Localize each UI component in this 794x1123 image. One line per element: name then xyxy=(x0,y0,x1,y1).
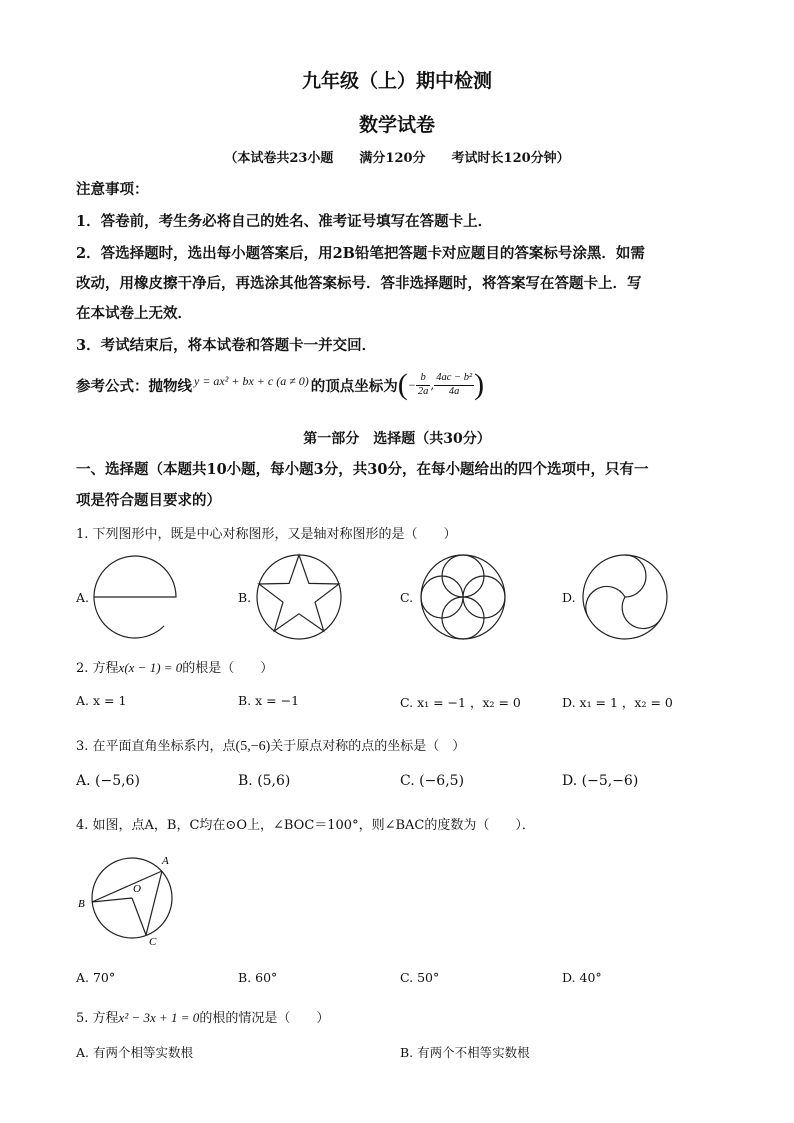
q5-stem-prefix: 5. 方程 xyxy=(76,1011,119,1026)
exam-title: 九年级（上）期中检测 xyxy=(301,70,492,92)
q4-label-c: C xyxy=(149,936,157,948)
formula-open-paren: ( xyxy=(397,368,408,401)
formula-fraction-2 xyxy=(434,372,474,397)
q5-stem-suffix: 的根的情况是（ ） xyxy=(199,1011,330,1026)
exam-subtitle: 数学试卷 xyxy=(358,114,435,136)
q4-stem: 4. 如图，点A，B，C均在⊙O上，∠BOC＝100°，则∠BAC的度数为（ ）． xyxy=(76,818,535,833)
q4-option-d: D. 40° xyxy=(562,970,602,985)
fraction-2-numerator: 4ac − b² xyxy=(434,372,474,385)
notes-item-2-line-2: 改动，用橡皮擦干净后，再选涂其他答案标号．答非选择题时，将答案写在答题卡上．写 xyxy=(76,275,642,292)
q4-option-a: A. 70° xyxy=(76,970,116,985)
q2-option-b: B. x = −1 xyxy=(238,693,300,708)
q3-stem-prefix: 3. 在平面直角坐标系内，点 xyxy=(76,739,236,754)
q5-stem xyxy=(76,1007,329,1026)
q3-stem-suffix: 关于原点对称的点的坐标是（ ） xyxy=(270,739,466,754)
q4-label-b: B xyxy=(78,898,85,910)
q2-stem-prefix: 2. 方程 xyxy=(76,661,119,676)
fraction-1-numerator: b xyxy=(416,372,431,385)
q5-option-a: A. 有两个相等实数根 xyxy=(76,1045,193,1060)
q4-label-o: O xyxy=(133,883,141,895)
formula-comma: , xyxy=(430,378,435,392)
q3-option-c: C. (−6,5) xyxy=(400,773,465,789)
formula-equation: y = ax² + bx + c (a ≠ 0) xyxy=(194,373,309,388)
q2-option-d: D. x₁ = 1 ，x₂ = 0 xyxy=(562,695,673,710)
q1-stem: 1. 下列图形中，既是中心对称图形，又是轴对称图形的是（ ） xyxy=(76,527,457,542)
q4-option-c: C. 50° xyxy=(400,970,440,985)
q3-stem xyxy=(76,735,465,755)
formula-close-paren: ) xyxy=(474,368,485,401)
formula-minus: − xyxy=(407,377,416,392)
section-heading-line-1: 一、选择题（本题共10小题，每小题3分，共30分，在每小题给出的四个选项中，只有一 xyxy=(76,461,649,478)
q3-option-a: A. (−5,6) xyxy=(76,773,140,789)
q5-option-b: B. 有两个不相等实数根 xyxy=(400,1045,530,1060)
q4-option-b: B. 60° xyxy=(238,970,278,985)
fraction-1-denominator: 2a xyxy=(417,385,429,397)
q1-figure-c-petals-in-circle xyxy=(418,553,508,641)
exam-info: （本试卷共23小题 满分120分 考试时长120分钟） xyxy=(224,151,570,166)
q1-figure-d-swirl-in-circle xyxy=(580,553,670,641)
notes-item-3: 3．考试结束后，将本试卷和答题卡一并交回． xyxy=(76,337,377,354)
q3-option-b: B. (5,6) xyxy=(238,773,291,789)
notes-item-2-line-1: 2．答选择题时，选出每小题答案后，用2B铅笔把答题卡对应题目的答案标号涂黑．如需 xyxy=(76,245,645,262)
fraction-2-denominator: 4a xyxy=(448,385,460,397)
q5-equation: x² − 3x + 1 = 0 xyxy=(118,1010,200,1025)
formula-fraction-1 xyxy=(416,372,431,397)
notes-item-1: 1．答卷前，考生务必将自己的姓名、准考证号填写在答题卡上． xyxy=(76,213,493,230)
notes-heading: 注意事项： xyxy=(76,181,149,198)
q3-option-d: D. (−5,−6) xyxy=(562,773,639,789)
part1-title: 第一部分 选择题（共30分） xyxy=(303,431,491,447)
section-heading-line-2: 项是符合题目要求的） xyxy=(76,492,221,509)
q4-label-a: A xyxy=(162,855,169,867)
q1-figure-b-star-in-circle xyxy=(254,553,344,641)
q2-stem-suffix: 的根是（ ） xyxy=(182,661,274,676)
formula-middle: 的顶点坐标为 xyxy=(310,377,398,395)
q1-label-b: B. xyxy=(238,590,252,605)
q2-option-a: A. x = 1 xyxy=(76,693,127,708)
q2-stem xyxy=(76,657,273,676)
q1-label-a: A. xyxy=(76,590,90,605)
q4-circle-figure xyxy=(74,850,184,950)
q2-option-c: C. x₁ = −1 ，x₂ = 0 xyxy=(400,695,521,710)
notes-item-2-line-3: 在本试卷上无效． xyxy=(76,305,192,322)
formula-prefix: 参考公式：抛物线 xyxy=(76,377,192,395)
q2-equation: x(x − 1) = 0 xyxy=(118,660,183,675)
q3-point: (5,−6) xyxy=(235,739,271,754)
q1-label-d: D. xyxy=(562,590,576,605)
formula-line xyxy=(76,368,484,402)
q1-figure-a-e-shape xyxy=(90,553,186,641)
q1-label-c: C. xyxy=(400,590,414,605)
